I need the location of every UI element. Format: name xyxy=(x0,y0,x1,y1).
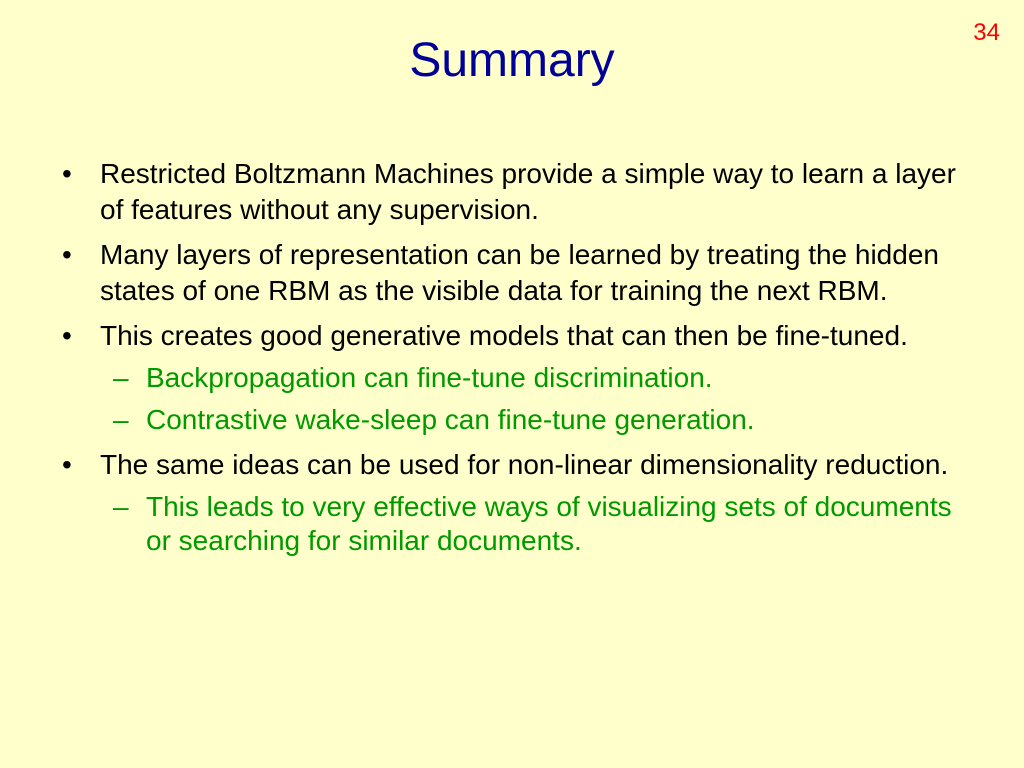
bullet-text: This creates good generative models that can then be fine-tuned. xyxy=(100,320,908,351)
sub-bullet-marker: – xyxy=(113,491,129,522)
bullet-item xyxy=(0,447,1024,483)
bullet-marker: • xyxy=(62,320,72,351)
sub-bullet-item xyxy=(0,490,1024,558)
sub-bullet-marker: – xyxy=(113,404,129,435)
bullet-item xyxy=(0,237,1024,309)
sub-bullet-marker: – xyxy=(113,362,129,393)
sub-bullet-text: Contrastive wake-sleep can fine-tune generation. xyxy=(146,404,755,435)
bullet-marker: • xyxy=(62,449,72,480)
bullet-marker: • xyxy=(62,158,72,189)
bullet-text: The same ideas can be used for non-linear dimensionality reduction. xyxy=(100,449,949,480)
slide-title: Summary xyxy=(409,34,615,87)
sub-bullet-text: This leads to very effective ways of visualizing sets of documents or searching for similar documents. xyxy=(146,491,952,556)
sub-bullet-text: Backpropagation can fine-tune discrimination. xyxy=(146,362,713,393)
bullet-text: Many layers of representation can be learned by treating the hidden states of one RBM as the visible data for training the next RBM. xyxy=(100,239,939,306)
sub-bullet-item xyxy=(0,361,1024,395)
sub-bullet-item xyxy=(0,403,1024,437)
bullet-marker: • xyxy=(62,239,72,270)
slide-number: 34 xyxy=(973,19,1000,46)
bullet-text: Restricted Boltzmann Machines provide a simple way to learn a layer of features without any supervision. xyxy=(100,158,956,225)
bullet-list xyxy=(0,156,1024,568)
bullet-item xyxy=(0,156,1024,228)
bullet-item xyxy=(0,318,1024,354)
